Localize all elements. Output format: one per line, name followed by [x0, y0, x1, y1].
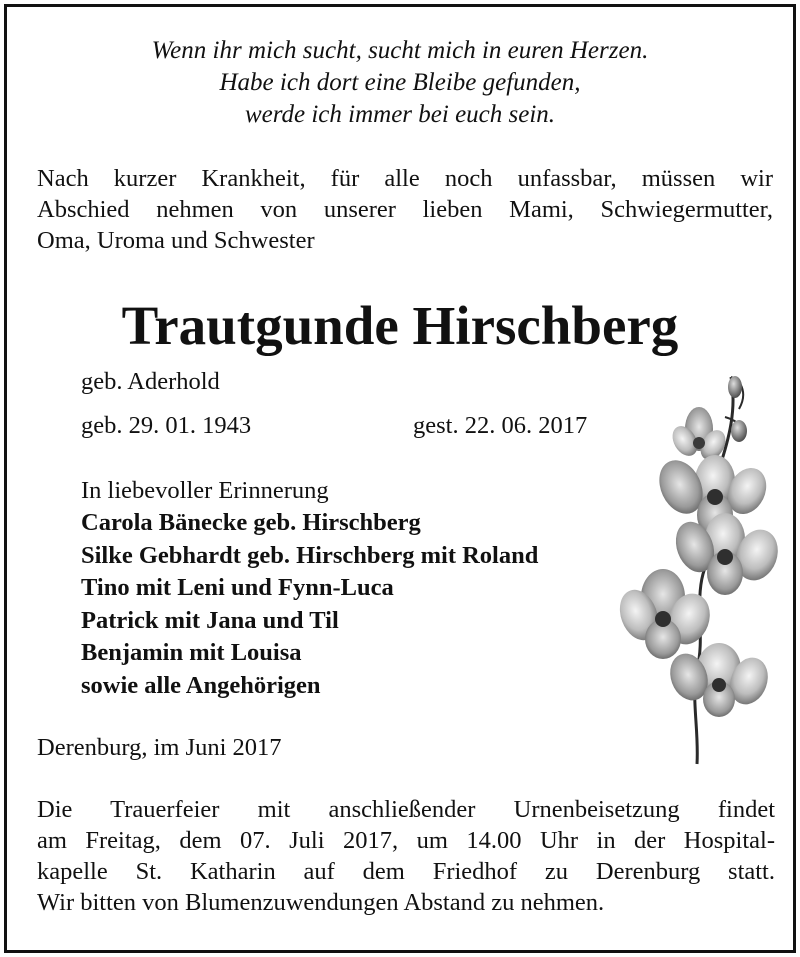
mourner-item: Silke Gebhardt geb. Hirschberg mit Roland — [81, 541, 539, 569]
service-information — [37, 794, 775, 918]
death-date: gest. 22. 06. 2017 — [413, 412, 588, 439]
intro-line: Oma, Uroma und Schwester — [37, 227, 315, 254]
mourners-list — [81, 507, 538, 702]
memory-heading: In liebevoller Erinnerung — [81, 477, 329, 504]
birth-date: geb. 29. 01. 1943 — [81, 412, 252, 439]
poem-line: Wenn ihr mich sucht, sucht mich in euren Herzen. — [151, 37, 649, 64]
intro-paragraph — [37, 163, 773, 256]
maiden-name: geb. Aderhold — [81, 368, 220, 395]
obituary-notice — [4, 4, 796, 953]
service-line: kapelle St. Katharin auf dem Friedhof zu Derenburg statt. — [37, 858, 775, 885]
orchid-flower — [669, 513, 779, 595]
orchid-bud — [728, 376, 742, 398]
mourner-item: Tino mit Leni und Fynn-Luca — [81, 574, 394, 601]
orchid-flower — [667, 407, 730, 464]
mourner-item: Benjamin mit Louisa — [81, 639, 302, 666]
service-line: Wir bitten von Blumenzuwendungen Abstand zu nehmen. — [37, 889, 605, 916]
mourner-item: sowie alle Angehörigen — [81, 671, 321, 699]
service-line: am Freitag, dem 07. Juli 2017, um 14.00 Uhr in der Hospital- — [37, 827, 775, 854]
place-and-date: Derenburg, im Juni 2017 — [37, 734, 282, 761]
mourner-item: Carola Bänecke geb. Hirschberg — [81, 509, 421, 536]
orchid-bud — [731, 420, 747, 442]
mourner-item: Patrick mit Jana und Til — [81, 606, 339, 634]
orchid-image — [619, 369, 779, 779]
intro-line: Nach kurzer Krankheit, für alle noch unfassbar, müssen wir — [37, 165, 773, 192]
memorial-poem — [7, 35, 793, 131]
deceased-name: Trautgunde Hirschberg — [121, 295, 679, 356]
orchid-flower — [664, 643, 774, 717]
poem-line: Habe ich dort eine Bleibe gefunden, — [219, 69, 581, 96]
poem-line: werde ich immer bei euch sein. — [244, 101, 556, 128]
intro-line: Abschied nehmen von unserer lieben Mami, Schwiegermutter, — [37, 196, 773, 223]
service-line: Die Trauerfeier mit anschließender Urnenbeisetzung findet — [37, 796, 775, 823]
